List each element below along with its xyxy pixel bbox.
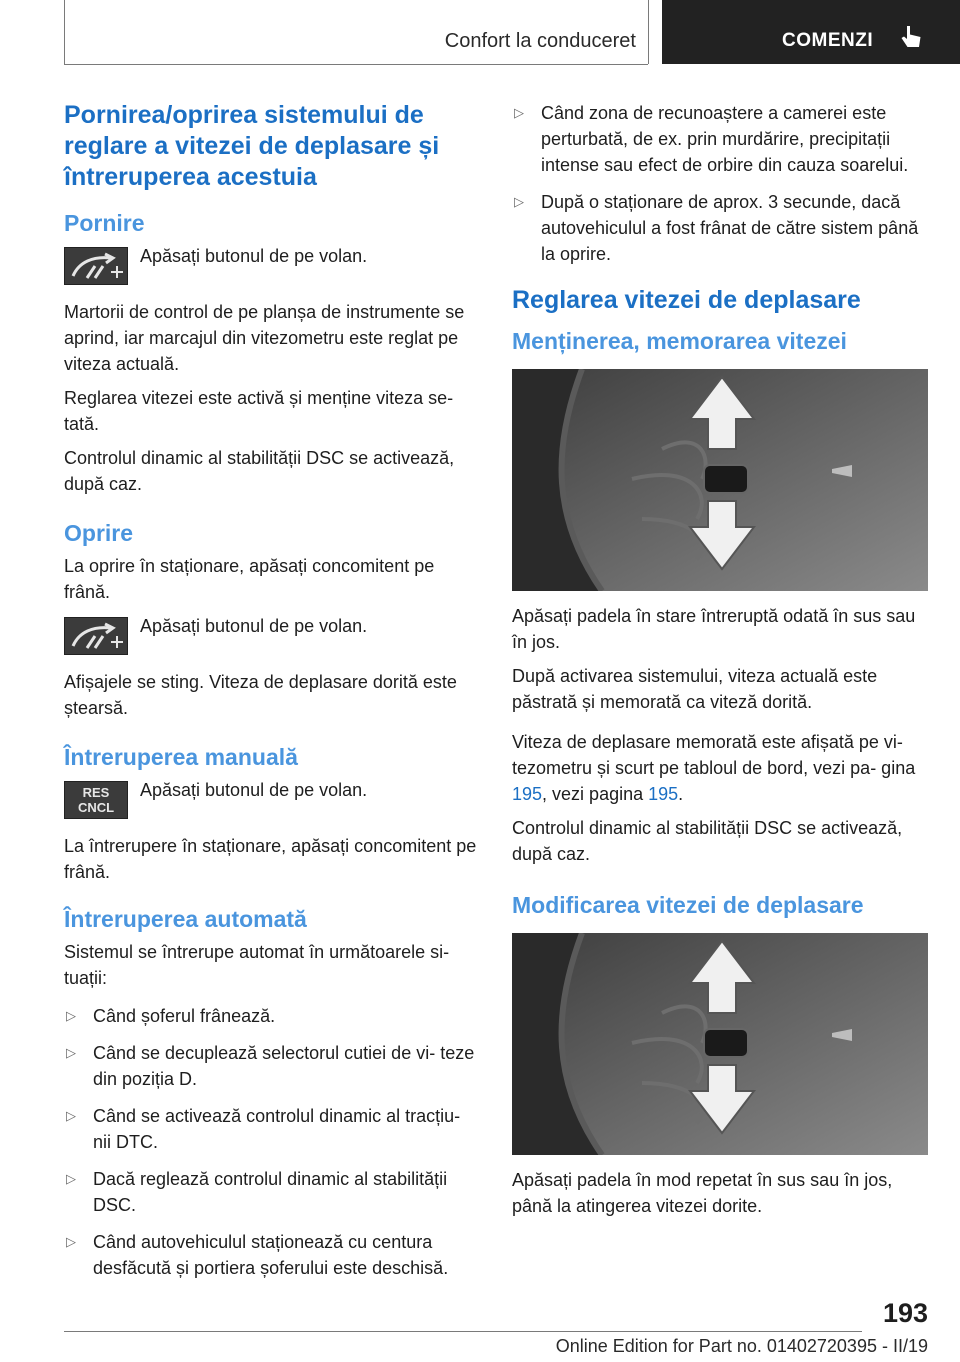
- paragraph: Apăsați padela în stare întreruptă odată în sus sau în jos.: [512, 606, 916, 652]
- left-column: [64, 100, 482, 1292]
- paragraph: Controlul dinamic al stabilității DSC se activează, după caz.: [512, 818, 903, 864]
- list-item: ▷ Când autovehiculul staționează cu centura desfăcută și portiera șoferului este deschisă.: [64, 1229, 482, 1281]
- bullet-triangle-icon: ▷: [66, 1234, 76, 1249]
- paragraph: Afișajele se sting. Viteza de deplasare dorită este ștearsă.: [64, 672, 457, 718]
- cruise-control-button-icon: [64, 247, 128, 285]
- list-item: ▷ Dacă reglează controlul dinamic al stabilității DSC.: [64, 1166, 482, 1218]
- bullet-triangle-icon: ▷: [66, 1008, 76, 1023]
- section-title: Pornirea/oprirea sistemului de reglare a vitezei de deplasare și întreruperea acestuia: [64, 101, 440, 191]
- paragraph: Apăsați padela în mod repetat în sus sau în jos, până la atingerea vitezei dorite.: [512, 1170, 893, 1216]
- button-label: RES: [82, 785, 110, 800]
- list-item: ▷ Când șoferul frânează.: [64, 1003, 482, 1029]
- instruction-text: Apăsați butonul de pe volan.: [140, 246, 368, 266]
- list-item: ▷ Când zona de recunoaștere a camerei este perturbată, de ex. prin murdărire, precipitații intense sau efect de orbire din cauza soarelui.: [512, 100, 930, 178]
- header-section-title: Confort la conduceret: [444, 30, 636, 52]
- footer-edition: Online Edition for Part no. 01402720395 - II/19: [555, 1336, 928, 1356]
- page-link[interactable]: 195: [648, 784, 679, 804]
- bullet-triangle-icon: ▷: [66, 1108, 76, 1123]
- section-title: Reglarea vitezei de deplasare: [512, 286, 861, 314]
- bullet-triangle-icon: ▷: [66, 1045, 76, 1060]
- bullet-triangle-icon: ▷: [514, 105, 524, 120]
- button-label: CNCL: [77, 800, 115, 815]
- paragraph: La oprire în staționare, apăsați concomitent pe frână.: [64, 556, 435, 602]
- list-item: ▷ Când se decuplează selectorul cutiei de vi- teze din poziția D.: [64, 1040, 482, 1092]
- bullet-list: [512, 100, 930, 267]
- list-item: ▷ După o staționare de aprox. 3 secunde, dacă autovehiculul a fost frânat de către sistem până la oprire.: [512, 189, 930, 267]
- bullet-triangle-icon: ▷: [66, 1171, 76, 1186]
- instruction-text: Apăsați butonul de pe volan.: [140, 780, 368, 800]
- header-rule-bottom: [64, 64, 648, 65]
- res-cncl-button-icon: [64, 781, 128, 819]
- page-number: 193: [882, 1298, 928, 1328]
- bullet-list: [64, 1003, 482, 1281]
- paragraph: Controlul dinamic al stabilității DSC se activează, după caz.: [64, 448, 455, 494]
- cruise-control-button-icon: [64, 617, 128, 655]
- bullet-triangle-icon: ▷: [514, 194, 524, 209]
- paragraph: Sistemul se întrerupe automat în următoarele si- tuații:: [64, 942, 450, 988]
- heading-pornire: Pornire: [64, 210, 145, 236]
- steering-wheel-paddle-photo: [512, 933, 928, 1155]
- heading-manual: Întreruperea manuală: [64, 744, 298, 770]
- paragraph: După activarea sistemului, viteza actuală este păstrată și memorată ca viteză dorită.: [512, 666, 878, 712]
- header-rule-left: [64, 0, 65, 64]
- button-instruction-manual: [64, 777, 482, 819]
- heading-oprire: Oprire: [64, 520, 134, 546]
- paragraph: Reglarea vitezei este activă și menține viteza se- tată.: [64, 388, 454, 434]
- steering-wheel-paddle-photo: [512, 369, 928, 591]
- page-link[interactable]: 195: [512, 784, 543, 804]
- heading-automat: Întreruperea automată: [64, 906, 307, 932]
- heading-modificarea: Modificarea vitezei de deplasare: [512, 892, 864, 918]
- footer-rule: [64, 1331, 862, 1332]
- hand-pointer-icon: [898, 24, 924, 55]
- right-column: [512, 100, 930, 1227]
- header-chapter-tab: [662, 0, 960, 64]
- instruction-text: Apăsați butonul de pe volan.: [140, 616, 368, 636]
- paragraph: La întrerupere în staționare, apăsați concomitent pe frână.: [64, 836, 477, 882]
- button-instruction-oprire: [64, 613, 482, 655]
- heading-mentinerea: Menținerea, memorarea vitezei: [512, 328, 847, 354]
- header-rule-divider: [648, 0, 649, 64]
- button-instruction-pornire: [64, 243, 482, 285]
- paragraph: Martorii de control de pe planșa de instrumente se aprind, iar marcajul din vitezometru este reglat pe viteza actuală.: [64, 302, 465, 374]
- header-chapter-label: COMENZI: [782, 30, 874, 51]
- paragraph: Viteza de deplasare memorată este afișată pe vi- tezometru și scurt pe tabloul de bord, vezi pa- gina 195, vezi pagina 195.: [512, 732, 916, 804]
- list-item: ▷ Când se activează controlul dinamic al tracțiu- nii DTC.: [64, 1103, 482, 1155]
